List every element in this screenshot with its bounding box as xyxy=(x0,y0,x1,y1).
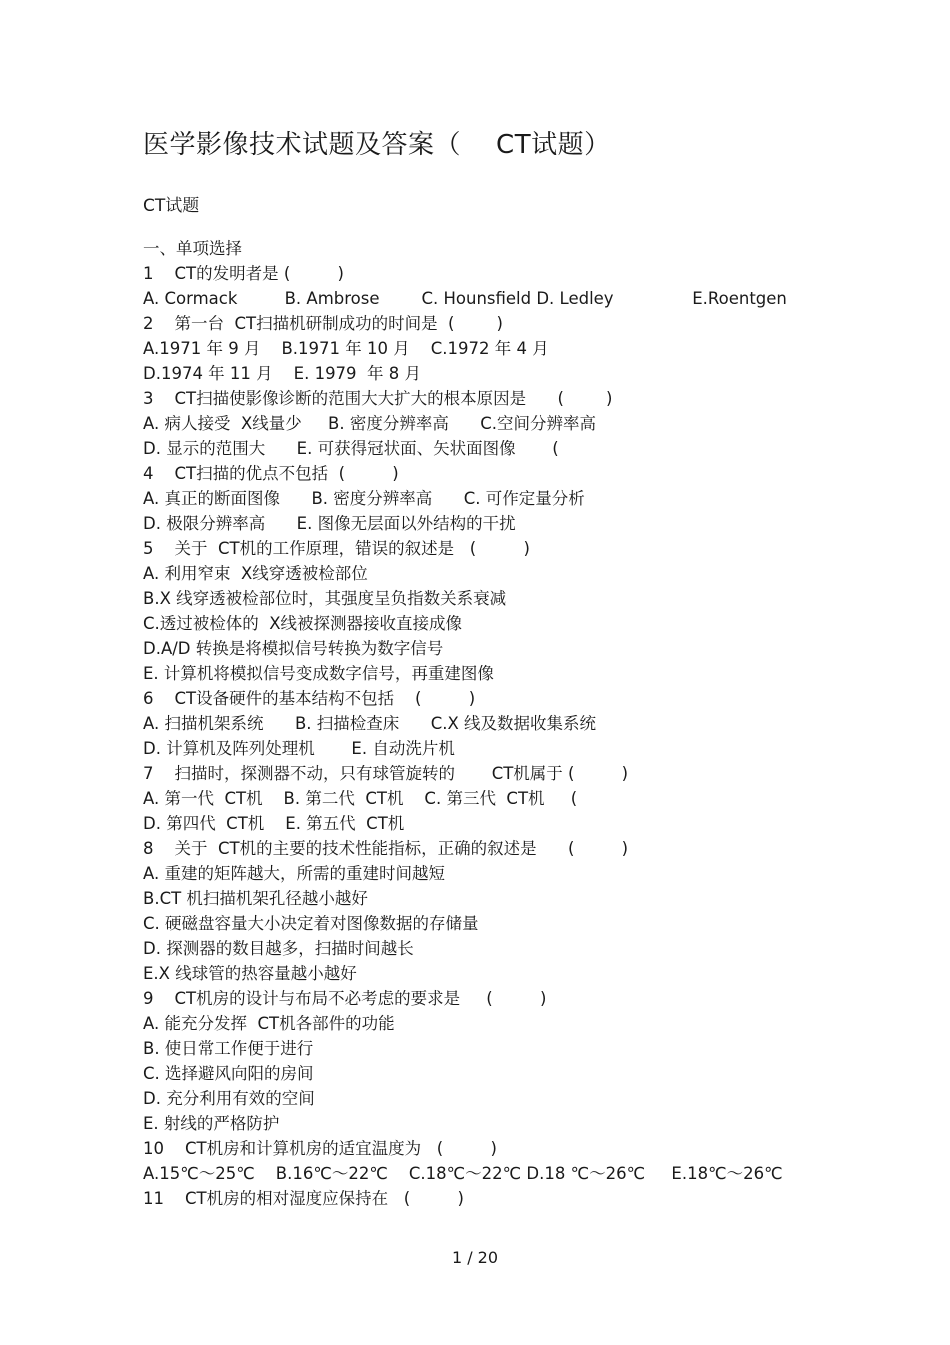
section-heading: 一、单项选择 xyxy=(143,239,242,258)
section-subtitle: CT试题 xyxy=(143,196,200,216)
options-line: A. 利用窄束 X线穿透被检部位 xyxy=(143,564,368,583)
options-line: B. 使日常工作便于进行 xyxy=(143,1039,314,1058)
question-line: 5 关于 CT机的工作原理，错误的叙述是 ( ) xyxy=(143,539,530,558)
options-line: C.透过被检体的 X线被探测器接收直接成像 xyxy=(143,614,463,633)
options-line: A.1971 年 9 月 B.1971 年 10 月 C.1972 年 4 月 xyxy=(143,339,549,358)
document-title: 医学影像技术试题及答案（ CT试题） xyxy=(143,130,611,160)
options-line: D. 计算机及阵列处理机 E. 自动洗片机 xyxy=(143,739,455,758)
options-line: D. 显示的范围大 E. 可获得冠状面、矢状面图像 ( xyxy=(143,439,559,458)
options-line: E. 射线的严格防护 xyxy=(143,1114,280,1133)
question-line: 6 CT设备硬件的基本结构不包括 ( ) xyxy=(143,689,476,708)
options-line: D. 极限分辨率高 E. 图像无层面以外结构的干扰 xyxy=(143,514,516,533)
question-line: 4 CT扫描的优点不包括 ( ) xyxy=(143,464,399,483)
options-line: A. 扫描机架系统 B. 扫描检查床 C.X 线及数据收集系统 xyxy=(143,714,597,733)
options-line: A. Cormack B. Ambrose C. Hounsfield D. Ledley E.Roentgen xyxy=(143,289,787,308)
options-line: A. 能充分发挥 CT机各部件的功能 xyxy=(143,1014,395,1033)
question-line: 9 CT机房的设计与布局不必考虑的要求是 ( ) xyxy=(143,989,547,1008)
options-line: D. 第四代 CT机 E. 第五代 CT机 xyxy=(143,814,405,833)
question-line: 10 CT机房和计算机房的适宜温度为 ( ) xyxy=(143,1139,497,1158)
options-line: D. 充分利用有效的空间 xyxy=(143,1089,315,1108)
question-line: 1 CT的发明者是 ( ) xyxy=(143,264,344,283)
options-line: A. 重建的矩阵越大，所需的重建时间越短 xyxy=(143,864,445,883)
question-body xyxy=(143,236,903,1211)
options-line: A. 真正的断面图像 B. 密度分辨率高 C. 可作定量分析 xyxy=(143,489,585,508)
question-line: 7 扫描时，探测器不动，只有球管旋转的 CT机属于 ( ) xyxy=(143,764,629,783)
options-line: C. 选择避风向阳的房间 xyxy=(143,1064,314,1083)
options-line: B.CT 机扫描机架孔径越小越好 xyxy=(143,889,368,908)
options-line: A. 第一代 CT机 B. 第二代 CT机 C. 第三代 CT机 ( xyxy=(143,789,578,808)
question-line: 3 CT扫描使影像诊断的范围大大扩大的根本原因是 ( ) xyxy=(143,389,613,408)
options-line: A. 病人接受 X线量少 B. 密度分辨率高 C.空间分辨率高 xyxy=(143,414,597,433)
page-number: 1 / 20 xyxy=(451,1248,499,1267)
question-line: 2 第一台 CT扫描机研制成功的时间是 ( ) xyxy=(143,314,503,333)
options-line: D.A/D 转换是将模拟信号转换为数字信号 xyxy=(143,639,444,658)
options-line: A.15℃～25℃ B.16℃～22℃ C.18℃～22℃ D.18 ℃～26℃ E.18℃～26℃ xyxy=(143,1164,783,1183)
question-line: 8 关于 CT机的主要的技术性能指标，正确的叙述是 ( ) xyxy=(143,839,629,858)
options-line: D. 探测器的数目越多，扫描时间越长 xyxy=(143,939,414,958)
options-line: C. 硬磁盘容量大小决定着对图像数据的存储量 xyxy=(143,914,479,933)
options-line: B.X 线穿透被检部位时，其强度呈负指数关系衰减 xyxy=(143,589,507,608)
options-line: E.X 线球管的热容量越小越好 xyxy=(143,964,357,983)
question-line: 11 CT机房的相对湿度应保持在 ( ) xyxy=(143,1189,464,1208)
options-line: D.1974 年 11 月 E. 1979 年 8 月 xyxy=(143,364,422,383)
options-line: E. 计算机将模拟信号变成数字信号，再重建图像 xyxy=(143,664,494,683)
